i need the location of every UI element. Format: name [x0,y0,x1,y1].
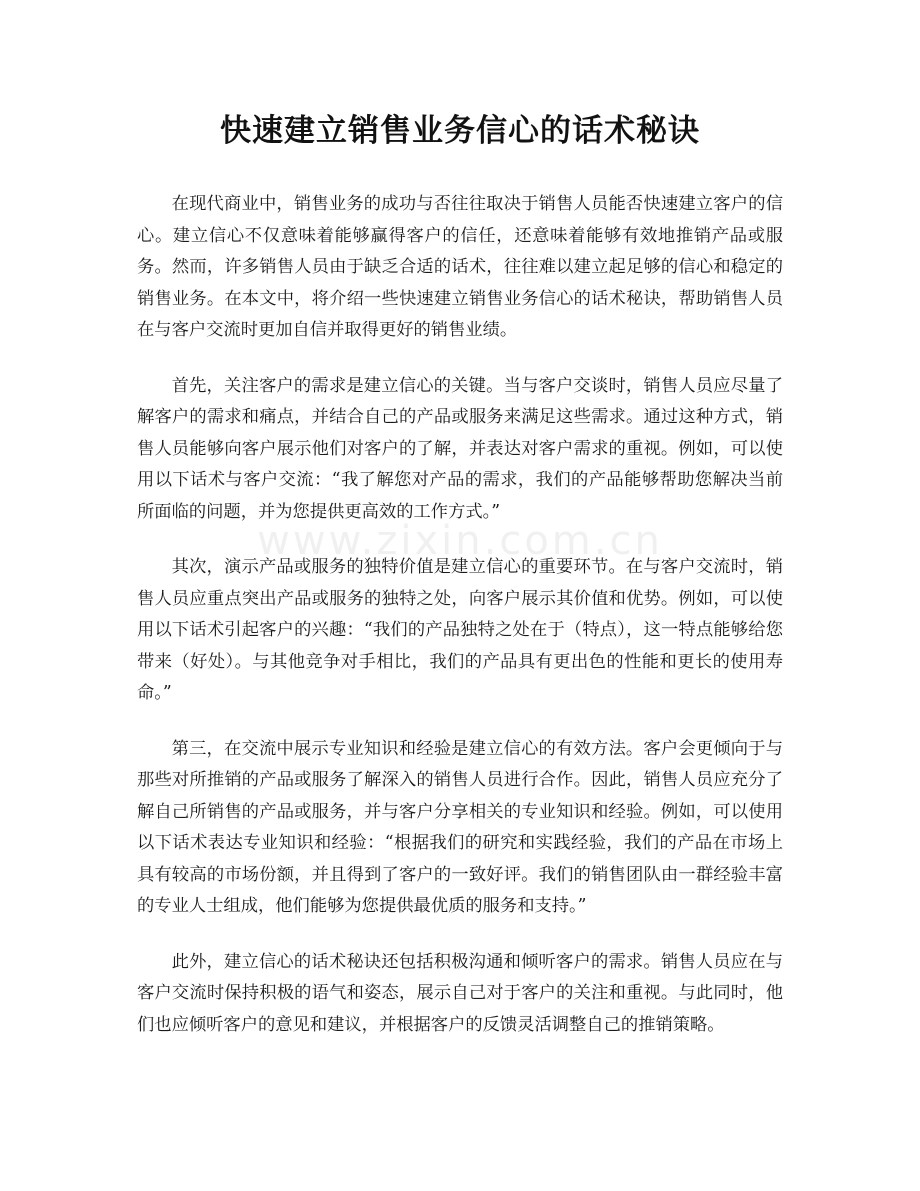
paragraph-third: 第三，在交流中展示专业知识和经验是建立信心的有效方法。客户会更倾向于与那些对所推销的产品或服务了解深入的销售人员进行合作。因此，销售人员应充分了解自己所销售的产品或服务，并与客户分享相关的专业知识和经验。例如，可以使用以下话术表达专业知识和经验：“根据我们的研究和实践经验，我们的产品在市场上具有较高的市场份额，并且得到了客户的一致好评。我们的销售团队由一群经验丰富的专业人士组成，他们能够为您提供最优质的服务和支持。” [137,738,783,916]
paragraph-intro: 在现代商业中，销售业务的成功与否往往取决于销售人员能否快速建立客户的信心。建立信心不仅意味着能够赢得客户的信任，还意味着能够有效地推销产品或服务。然而，许多销售人员由于缺乏合适的话术，往往难以建立起足够的信心和稳定的销售业务。在本文中，将介绍一些快速建立销售业务信心的话术秘诀，帮助销售人员在与客户交流时更加自信并取得更好的销售业绩。 [137,194,783,340]
paragraph-second: 其次，演示产品或服务的独特价值是建立信心的重要环节。在与客户交流时，销售人员应重点突出产品或服务的独特之处，向客户展示其价值和优势。例如，可以使用以下话术引起客户的兴趣：“我们的产品独特之处在于（特点），这一特点能够给您带来（好处）。与其他竞争对手相比，我们的产品具有更出色的性能和更长的使用寿命。” [137,557,783,703]
document-body [137,189,783,1041]
document-title: 快速建立销售业务信心的话术秘诀 [220,113,700,149]
paragraph-first: 首先，关注客户的需求是建立信心的关键。当与客户交谈时，销售人员应尽量了解客户的需求和痛点，并结合自己的产品或服务来满足这些需求。通过这种方式，销售人员能够向客户展示他们对客户的了解，并表达对客户需求的重视。例如，可以使用以下话术与客户交流：“我了解您对产品的需求，我们的产品能够帮助您解决当前所面临的问题，并为您提供更高效的工作方式。” [137,375,783,522]
watermark: www.zixin.com.cn [257,518,663,564]
paragraph-additionally: 此外，建立信心的话术秘诀还包括积极沟通和倾听客户的需求。销售人员应在与客户交流时保持积极的语气和姿态，展示自己对于客户的关注和重视。与此同时，他们也应倾听客户的意见和建议，并根据客户的反馈灵活调整自己的推销策略。 [137,951,783,1035]
